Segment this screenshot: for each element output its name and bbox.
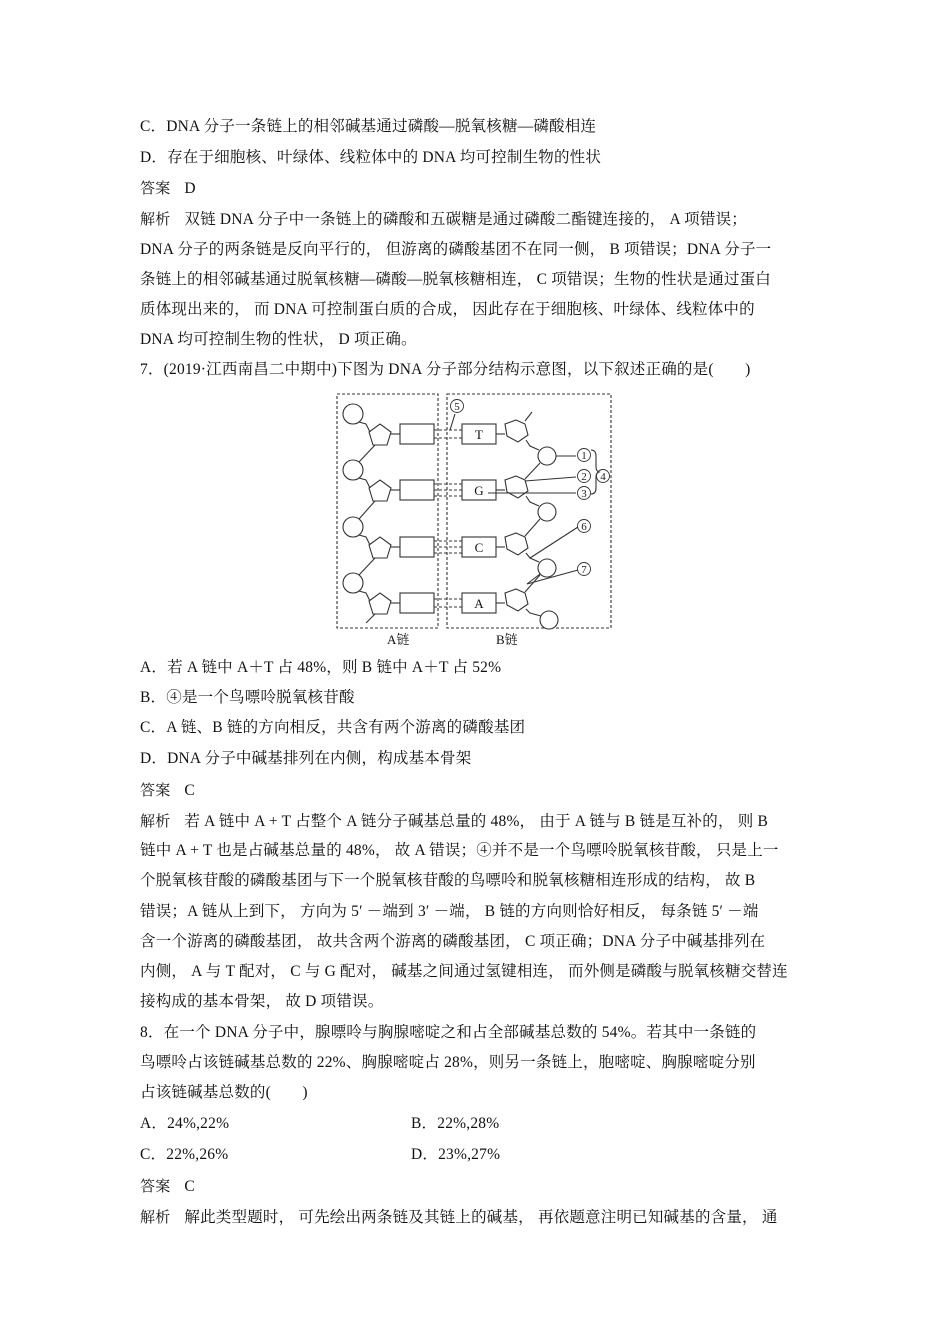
analysis-label: 解析 bbox=[140, 210, 171, 228]
answer-label: 答案 bbox=[140, 1177, 171, 1195]
marker-5: 5 bbox=[454, 401, 460, 413]
answer-value: C bbox=[184, 782, 195, 799]
analysis-label: 解析 bbox=[140, 812, 171, 830]
base-a: A bbox=[474, 596, 484, 611]
marker-1: 1 bbox=[581, 450, 587, 462]
answer-value: D bbox=[184, 180, 196, 197]
answer-value: C bbox=[184, 1178, 195, 1195]
marker-2: 2 bbox=[581, 471, 587, 483]
q7-analysis-line-7: 接构成的基本骨架， 故 D 项错误。 bbox=[140, 993, 384, 1010]
q6-answer bbox=[140, 178, 196, 199]
chain-b-label: B链 bbox=[496, 632, 518, 647]
analysis-text: 解此类型题时， 可先绘出两条链及其链上的碱基， 再依题意注明已知碱基的含量， 通 bbox=[184, 1209, 778, 1226]
q8-option-b: B．22%,28% bbox=[411, 1115, 500, 1132]
q8-option-c: C．22%,26% bbox=[140, 1146, 229, 1163]
q6-option-c: C．DNA 分子一条链上的相邻碱基通过磷酸—脱氧核糖—磷酸相连 bbox=[140, 118, 597, 135]
chain-b-backbone bbox=[450, 412, 599, 629]
dna-structure-diagram bbox=[330, 388, 630, 650]
q7-option-d: D．DNA 分子中碱基排列在内侧，构成基本骨架 bbox=[140, 750, 472, 767]
q7-analysis-line-1 bbox=[140, 811, 768, 832]
q6-analysis-line-4: 质体现出来的， 而 DNA 可控制蛋白质的合成， 因此存在于细胞核、叶绿体、线粒体中的 bbox=[140, 301, 755, 318]
marker-4: 4 bbox=[600, 471, 606, 483]
base-g: G bbox=[474, 483, 484, 498]
q7-answer bbox=[140, 780, 195, 801]
q6-analysis-line-5: DNA 均可控制生物的性状， D 项正确。 bbox=[140, 331, 417, 348]
answer-label: 答案 bbox=[140, 781, 171, 799]
q7-option-b: B．④是一个鸟嘌呤脱氧核苷酸 bbox=[140, 689, 355, 706]
analysis-label: 解析 bbox=[140, 1208, 171, 1226]
q7-analysis-line-6: 内侧， A 与 T 配对， C 与 G 配对， 碱基之间通过氢键相连， 而外侧是磷酸与脱氧核糖交替连 bbox=[140, 963, 788, 980]
q7-analysis-line-5: 含一个游离的磷酸基团， 故共含两个游离的磷酸基团， C 项正确；DNA 分子中碱基排列在 bbox=[140, 933, 766, 950]
marker-3: 3 bbox=[581, 488, 587, 500]
marker-7: 7 bbox=[581, 564, 587, 576]
q8-stem-line-2: 鸟嘌呤占该链碱基总数的 22%、胸腺嘧啶占 28%，则另一条链上，胞嘧啶、胸腺嘧啶分别 bbox=[140, 1054, 756, 1071]
q7-stem: 7．(2019·江西南昌二中期中)下图为 DNA 分子部分结构示意图，以下叙述正确的是( ) bbox=[140, 361, 751, 378]
q7-analysis-line-4: 错误；A 链从上到下， 方向为 5′ －端到 3′ －端， B 链的方向则恰好相反， 每条链 5′ －端 bbox=[140, 903, 759, 920]
q7-option-a: A．若 A 链中 A＋T 占 48%，则 B 链中 A＋T 占 52% bbox=[140, 659, 502, 676]
chain-a-backbone bbox=[343, 404, 434, 623]
q7-option-c: C．A 链、B 链的方向相反，共含有两个游离的磷酸基团 bbox=[140, 719, 526, 736]
marker-6: 6 bbox=[581, 521, 587, 533]
answer-label: 答案 bbox=[140, 179, 171, 197]
chain-a-label: A链 bbox=[387, 632, 410, 647]
q6-option-d: D．存在于细胞核、叶绿体、线粒体中的 DNA 均可控制生物的性状 bbox=[140, 149, 602, 166]
analysis-text: 双链 DNA 分子中一条链上的磷酸和五碳糖是通过磷酸二酯键连接的， A 项错误； bbox=[184, 211, 747, 228]
base-t: T bbox=[475, 427, 483, 442]
q8-analysis-line-1 bbox=[140, 1207, 778, 1228]
q8-options-row-1 bbox=[140, 1114, 229, 1134]
q8-option-a: A．24%,22% bbox=[140, 1115, 230, 1132]
analysis-text: 若 A 链中 A + T 占整个 A 链分子碱基总量的 48%， 由于 A 链与 B 链是互补的， 则 B bbox=[184, 813, 769, 830]
q6-analysis-line-2: DNA 分子的两条链是反向平行的， 但游离的磷酸基团不在同一侧， B 项错误；DNA 分子一 bbox=[140, 241, 772, 258]
q8-answer bbox=[140, 1176, 195, 1197]
q8-stem-line-1: 8．在一个 DNA 分子中，腺嘌呤与胸腺嘧啶之和占全部碱基总数的 54%。若其中一条链的 bbox=[140, 1024, 757, 1041]
q8-option-d: D．23%,27% bbox=[411, 1146, 501, 1163]
q8-stem-line-3: 占该链碱基总数的( ) bbox=[140, 1084, 308, 1101]
q7-analysis-line-3: 个脱氧核苷酸的磷酸基团与下一个脱氧核苷酸的鸟嘌呤和脱氧核糖相连形成的结构， 故 B bbox=[140, 872, 756, 889]
q6-analysis-line-3: 条链上的相邻碱基通过脱氧核糖—磷酸—脱氧核糖相连， C 项错误；生物的性状是通过蛋白 bbox=[140, 271, 771, 288]
q6-analysis-line-1 bbox=[140, 209, 747, 230]
base-c: C bbox=[474, 540, 484, 555]
q7-analysis-line-2: 链中 A + T 也是占碱基总量的 48%， 故 A 错误；④并不是一个鸟嘌呤脱氧核苷酸， 只是上一 bbox=[140, 842, 779, 859]
